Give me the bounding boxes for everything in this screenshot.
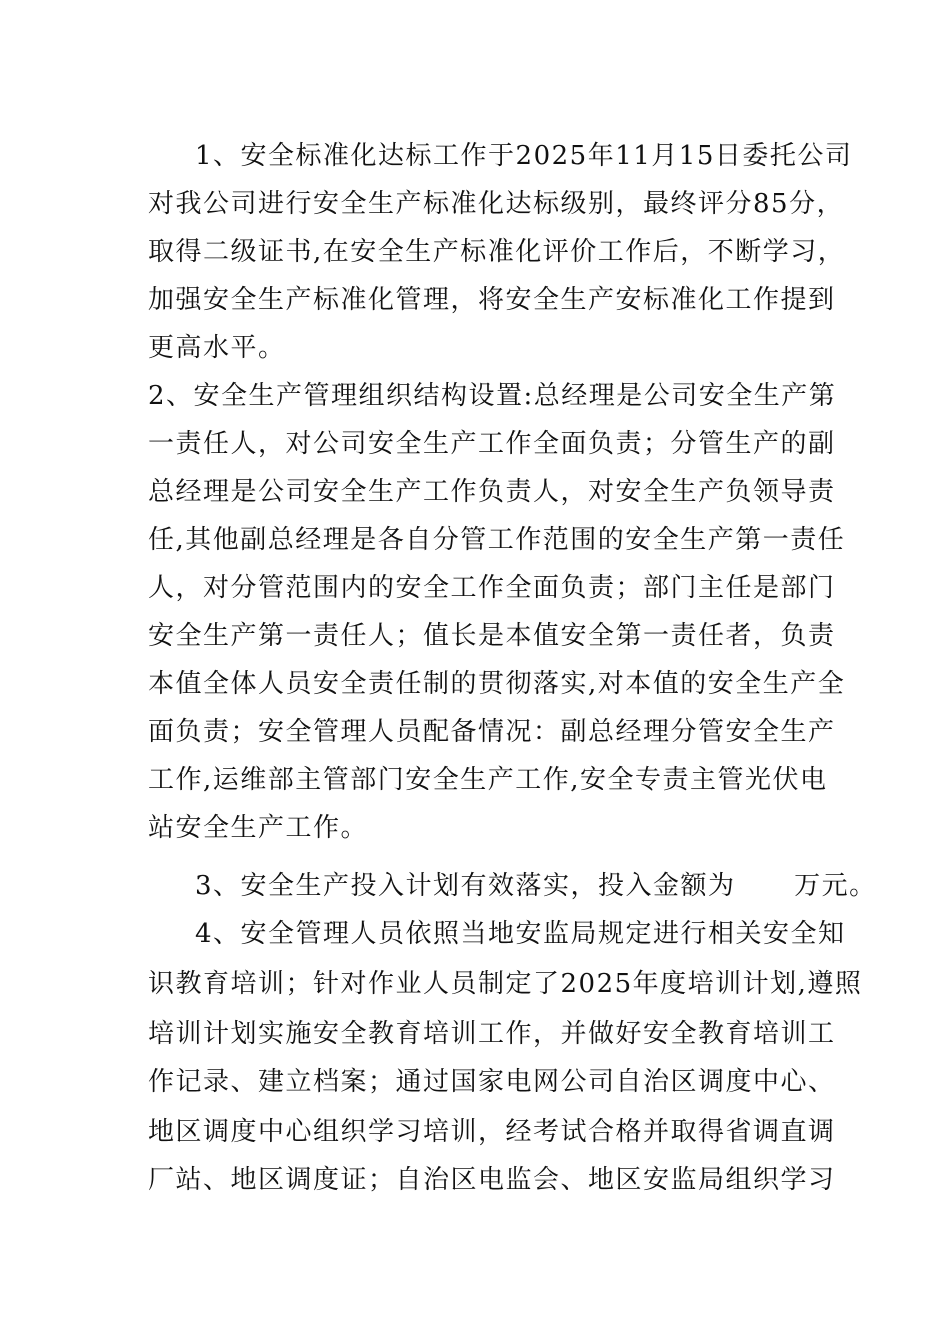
paragraph-2-line-3: 总经理是公司安全生产工作负责人，对安全生产负领导责	[148, 477, 836, 507]
paragraph-1-line-2: 对我公司进行安全生产标准化达标级别，最终评分85分，	[148, 189, 845, 219]
paragraph-2-line-5: 人，对分管范围内的安全工作全面负责；部门主任是部门	[148, 573, 836, 603]
paragraph-1-line-1: 1、安全标准化达标工作于2025年11月15日委托公司	[195, 141, 853, 171]
paragraph-4-line-6: 厂站、地区调度证；自治区电监会、地区安监局组织学习	[148, 1165, 836, 1195]
paragraph-4-line-5: 地区调度中心组织学习培训，经考试合格并取得省调直调	[148, 1117, 836, 1147]
paragraph-2-line-6: 安全生产第一责任人；值长是本值安全第一责任者，负责	[148, 621, 836, 651]
paragraph-2-line-10: 站安全生产工作。	[148, 813, 369, 843]
paragraph-2-line-1: 2、安全生产管理组织结构设置:总经理是公司安全生产第	[148, 381, 837, 411]
paragraph-4-line-4: 作记录、建立档案；通过国家电网公司自治区调度中心、	[148, 1067, 836, 1097]
paragraph-4-line-1: 4、安全管理人员依照当地安监局规定进行相关安全知	[195, 919, 846, 949]
paragraph-2-line-7: 本值全体人员安全责任制的贯彻落实,对本值的安全生产全	[148, 669, 846, 699]
paragraph-1-line-5: 更高水平。	[148, 333, 286, 363]
paragraph-2-line-9: 工作,运维部主管部门安全生产工作,安全专责主管光伏电	[148, 765, 828, 795]
paragraph-2-line-2: 一责任人，对公司安全生产工作全面负责；分管生产的副	[148, 429, 836, 459]
paragraph-4-line-2: 识教育培训；针对作业人员制定了2025年度培训计划,遵照	[148, 969, 863, 999]
paragraph-4-line-3: 培训计划实施安全教育培训工作，并做好安全教育培训工	[148, 1019, 836, 1049]
paragraph-1-line-4: 加强安全生产标准化管理，将安全生产安标准化工作提到	[148, 285, 836, 315]
paragraph-1-line-3: 取得二级证书,在安全生产标准化评价工作后，不断学习，	[148, 237, 846, 267]
paragraph-2-line-4: 任,其他副总经理是各自分管工作范围的安全生产第一责任	[148, 525, 846, 555]
paragraph-3-line-1: 3、安全生产投入计划有效落实，投入金额为 万元。	[195, 871, 877, 901]
paragraph-2-line-8: 面负责；安全管理人员配备情况：副总经理分管安全生产	[148, 717, 836, 747]
